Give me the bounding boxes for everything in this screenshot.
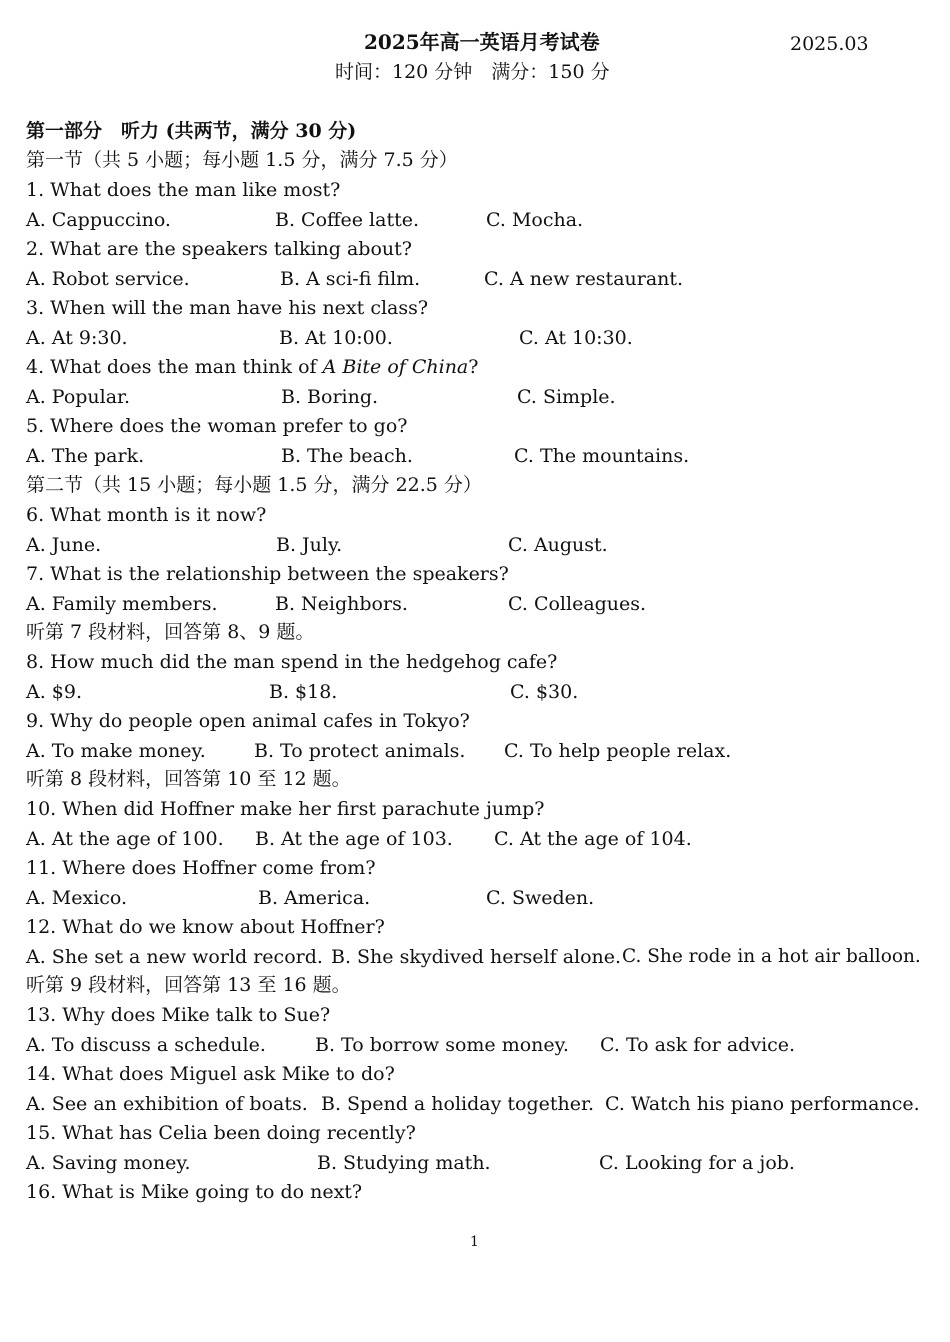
option-10b: B. At the age of 103. [255, 828, 453, 850]
option-8c: C. $30. [510, 681, 579, 703]
option-4c: C. Simple. [517, 386, 616, 408]
option-2c: C. A new restaurant. [484, 268, 684, 290]
option-9b: B. To protect animals. [254, 740, 466, 762]
option-5b: B. The beach. [281, 445, 413, 467]
question-16: 16. What is Mike going to do next? [26, 1181, 363, 1203]
question-5: 5. Where does the woman prefer to go? [26, 415, 408, 437]
exam-meta: 时间：120 分钟 满分：150 分 [335, 61, 610, 83]
question-3: 3. When will the man have his next class? [26, 297, 429, 319]
option-3b: B. At 10:00. [279, 327, 393, 349]
exam-title: 2025年高一英语月考试卷 [364, 30, 600, 54]
section-heading-2: 第二节（共 15 小题；每小题 1.5 分，满分 22.5 分） [26, 474, 482, 496]
question-13: 13. Why does Mike talk to Sue? [26, 1004, 331, 1026]
option-15b: B. Studying math. [317, 1152, 491, 1174]
question-4-title: A Bite of China [322, 356, 469, 378]
option-10c: C. At the age of 104. [494, 828, 692, 850]
option-7a: A. Family members. [26, 593, 218, 615]
option-12a: A. She set a new world record. [26, 946, 323, 968]
option-12c: C. She rode in a hot air balloon. [622, 946, 921, 967]
question-11: 11. Where does Hoffner come from? [26, 857, 376, 879]
option-1a: A. Cappuccino. [26, 209, 171, 231]
question-1: 1. What does the man like most? [26, 179, 341, 201]
page-number: 1 [470, 1234, 479, 1250]
question-4-text: 4. What does the man think of [26, 356, 323, 378]
option-6b: B. July. [276, 534, 343, 556]
option-3c: C. At 10:30. [519, 327, 633, 349]
option-2b: B. A sci-fi film. [280, 268, 421, 290]
option-11c: C. Sweden. [486, 887, 595, 909]
option-6c: C. August. [508, 534, 608, 556]
option-3a: A. At 9:30. [26, 327, 128, 349]
option-7c: C. Colleagues. [508, 593, 647, 615]
listening-note-8: 听第 8 段材料，回答第 10 至 12 题。 [26, 768, 351, 790]
option-14a: A. See an exhibition of boats. [26, 1093, 308, 1115]
section-heading-1: 第一节（共 5 小题；每小题 1.5 分，满分 7.5 分） [26, 149, 458, 171]
option-9a: A. To make money. [26, 740, 206, 762]
option-11a: A. Mexico. [26, 887, 128, 909]
option-10a: A. At the age of 100. [26, 828, 224, 850]
option-14c: C. Watch his piano performance. [605, 1093, 920, 1115]
option-8a: A. $9. [26, 681, 83, 703]
exam-date: 2025.03 [790, 33, 869, 55]
option-1c: C. Mocha. [486, 209, 584, 231]
option-11b: B. America. [258, 887, 371, 909]
option-13a: A. To discuss a schedule. [26, 1034, 266, 1056]
option-15c: C. Looking for a job. [599, 1152, 795, 1174]
listening-note-9: 听第 9 段材料，回答第 13 至 16 题。 [26, 974, 351, 996]
option-5c: C. The mountains. [514, 445, 690, 467]
question-7: 7. What is the relationship between the speakers? [26, 563, 509, 585]
question-14-text: 14. What does Miguel ask Mike to do? [26, 1063, 395, 1085]
option-12b: B. She skydived herself alone. [331, 946, 622, 968]
option-8b: B. $18. [269, 681, 338, 703]
part-heading: 第一部分 听力 (共两节，满分 30 分) [26, 120, 357, 142]
question-15: 15. What has Celia been doing recently? [26, 1122, 416, 1144]
option-15a: A. Saving money. [26, 1152, 191, 1174]
option-4b: B. Boring. [281, 386, 379, 408]
question-12: 12. What do we know about Hoffner? [26, 916, 385, 938]
option-13b: B. To borrow some money. [315, 1034, 569, 1056]
option-4a: A. Popular. [26, 386, 131, 408]
question-9: 9. Why do people open animal cafes in Tokyo? [26, 710, 470, 732]
listening-note-7: 听第 7 段材料，回答第 8、9 题。 [26, 621, 315, 643]
question-4 [26, 356, 478, 378]
option-9c: C. To help people relax. [504, 740, 732, 762]
option-14b: B. Spend a holiday together. [321, 1093, 594, 1115]
option-1b: B. Coffee latte. [275, 209, 420, 231]
option-5a: A. The park. [26, 445, 145, 467]
option-6a: A. June. [26, 534, 102, 556]
question-6: 6. What month is it now? [26, 504, 267, 526]
option-13c: C. To ask for advice. [600, 1034, 796, 1056]
option-2a: A. Robot service. [26, 268, 190, 290]
option-7b: B. Neighbors. [275, 593, 408, 615]
question-10: 10. When did Hoffner make her first parachute jump? [26, 798, 545, 820]
question-2: 2. What are the speakers talking about? [26, 238, 412, 260]
question-8: 8. How much did the man spend in the hedgehog cafe? [26, 651, 558, 673]
question-4-end: ? [468, 356, 479, 378]
